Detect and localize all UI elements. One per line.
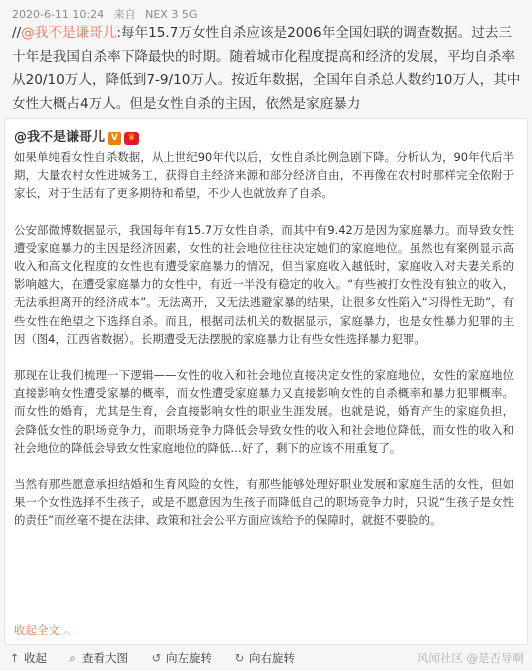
post-paragraph: 公安部微博数据显示，我国每年有15.7万女性自杀，而其中有9.42万是因为家庭暴力。而导致女性遭受家庭暴力的主因是经济因素，女性的社会地位往往决定她们的家庭地位。虽然也有案例显示高收入和高文化程度的女性也有遭受家庭暴力的情况，但当家庭收入越低时，家庭收入对夫妻关系的影响越大，在遭受家庭暴力的女性中，有近一半没有稳定的收入。“有些被打女性没有独立的收入，无法承担离开的经济成本”。无法离开，又无法逃避家暴的结果，让很多女性陷入“习得性无助”，有些女性在绝望之下选择自杀。而且，根据司法机关的数据显示，家庭暴力，也是女性暴力犯罪的主因（图4，江西省数据）。长期遭受无法摆脱的家庭暴力让有些女性选择暴力犯罪。 — [14, 222, 514, 346]
post-paragraph: 那现在让我们梳理一下逻辑——女性的收入和社会地位直接决定女性的家庭地位，女性的家庭地位直接影响女性遭受家暴的概率，而女性遭受家庭暴力又直接影响女性的自杀概率和暴力犯罪概率。而女性的婚育，尤其是生育，会直接影响女性的职业生涯发展。也就是说，婚育产生的家庭负担，会降低女性的职场竞争力，而职场竞争力降低会导致女性的收入和社会地位降低，而女性的收入和社会地位的降低会导致女性家庭地位的降低…好了，剩下的应该不用重复了。 — [14, 368, 514, 455]
collapse-button[interactable] — [8, 650, 47, 666]
author-name-link[interactable]: @我不是谦哥儿 — [14, 130, 106, 145]
repost-comment — [12, 22, 522, 116]
rotate-right-label: 向右旋转 — [249, 651, 295, 665]
view-large-image-button[interactable] — [66, 650, 128, 666]
post-date: 2020-6-11 10:24 — [12, 8, 105, 21]
magnifier-icon: ⌕ — [69, 651, 76, 665]
rotate-left-icon: ↺ — [151, 651, 162, 665]
rotate-right-button[interactable] — [233, 650, 295, 666]
post-paragraph: 如果单纯看女性自杀数据，从上世纪90年代以后，女性自杀比例急剧下降。分析认为，90年代后半期，大量农村女性进城务工，获得自主经济来源和部分经济自由，不再像在农村时那样完全依附于家长，对于生活有了更多期待和希望，不少人也就放弃了自杀。 — [14, 150, 514, 201]
rotate-left-button[interactable] — [150, 650, 212, 666]
rotate-left-label: 向左旋转 — [166, 651, 212, 665]
collapse-label: 收起全文 — [14, 623, 60, 637]
post-meta — [12, 6, 203, 22]
device-name[interactable]: NEX 3 5G — [145, 8, 198, 21]
repost-mention-link[interactable]: @我不是谦哥儿 — [21, 25, 117, 41]
rotate-right-icon: ↻ — [234, 651, 245, 665]
image-toolbar — [0, 645, 532, 671]
collapse-arrow-icon: ↑ — [9, 651, 20, 665]
watermark: 风闻社区 @是否导啊 — [416, 651, 524, 665]
source-prefix: 来自 — [113, 8, 136, 21]
chevron-up-icon: ︿ — [62, 627, 72, 637]
collapse-full-text-link[interactable] — [14, 622, 71, 638]
verified-v-icon: V — [108, 132, 121, 145]
post-author — [14, 126, 139, 145]
repost-prefix: // — [12, 25, 22, 41]
collapse-button-label: 收起 — [24, 651, 47, 665]
post-body — [14, 148, 514, 548]
view-large-image-label: 查看大图 — [82, 651, 128, 665]
member-crown-icon: ♛ — [124, 132, 139, 145]
post-paragraph: 当然有那些愿意承担结婚和生育风险的女性，有那些能够处理好职业发展和家庭生活的女性，但如果一个女性选择不生孩子，或是不愿意因为生孩子而降低自己的职场竞争力时，只说“生孩子是女性的责任”而丝毫不提在法律、政策和社会公平方面应该给予的保障时，就挺不要脸的。 — [14, 477, 514, 528]
repost-text: :每年15.7万女性自杀应该是2006年全国妇联的调查数据。过去三十年是我国自杀率下降最快的时期。随着城市化程度提高和经济的发展，平均自杀率从20/10万人，降低到7-9/10万人。按近年数据，全国年自杀总人数约10万人，其中女性大概占4万人。但是女性自杀的主因，依然是家庭暴力 — [12, 25, 521, 112]
original-post-card — [4, 118, 528, 645]
